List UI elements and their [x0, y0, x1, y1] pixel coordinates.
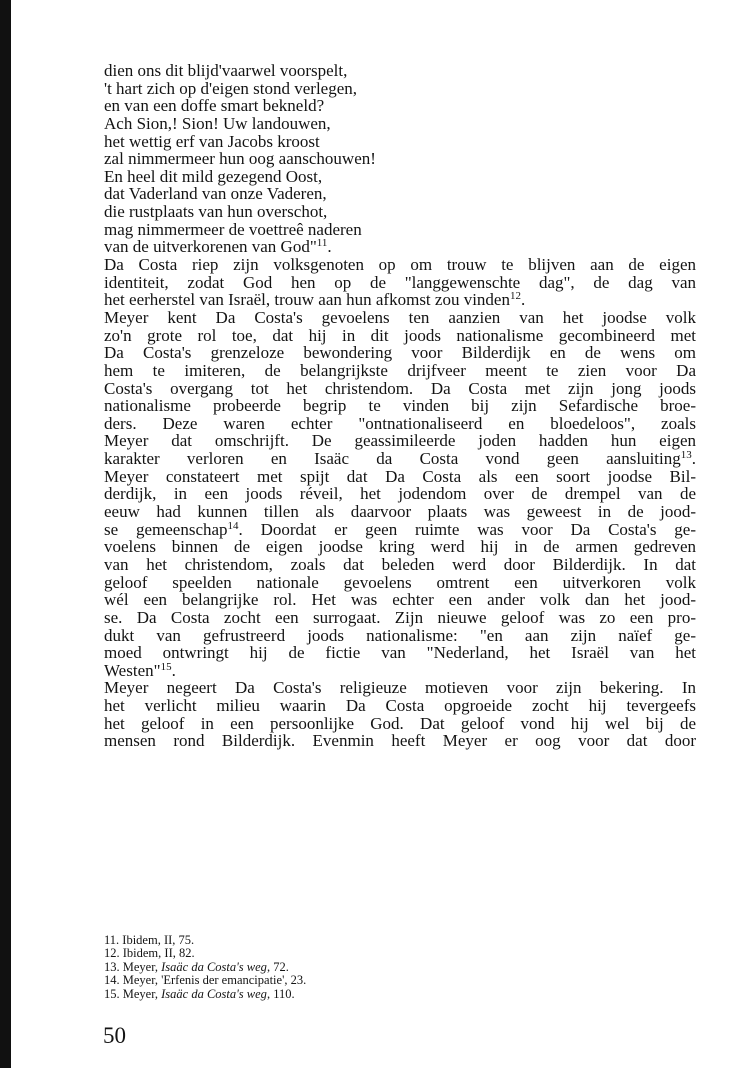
poem-line: 't hart zich op d'eigen stond verlegen,	[104, 78, 358, 98]
paragraph-line: derdijk, in een joods réveil, het jodendom over de drempel van de	[104, 484, 696, 504]
footnote-12: 12. Ibidem, II, 82.	[104, 946, 195, 961]
poem-line: en van een doffe smart bekneld?	[104, 96, 325, 116]
poem-line: het wettig erf van Jacobs kroost	[104, 131, 320, 151]
paragraph-line: ders. Deze waren echter "ontnationaliseerd en bloedeloos", zoals	[104, 413, 696, 433]
footnote-ref-14[interactable]: 14	[227, 519, 239, 532]
paragraph-line: mensen rond Bilderdijk. Evenmin heeft Meyer er oog voor dat door	[104, 731, 696, 751]
poem-line-last: van de uitverkorenen van God"$^{11}$.	[104, 237, 332, 257]
page-number: 50	[103, 1023, 126, 1048]
poem-line: Ach Sion,! Sion! Uw landouwen,	[104, 113, 331, 133]
paragraph-line: moed ontwringt hij de fictie van "Nederland, het Israël van het	[104, 643, 696, 663]
paragraph-line: Da Costa riep zijn volksgenoten op om trouw te blijven aan de eigen	[104, 255, 696, 275]
paragraph-line: se gemeenschap$^{14}$. Doordat er geen ruimte was voor Da Costa's ge-	[104, 519, 696, 539]
paragraph-line: het verlicht milieu waarin Da Costa opgroeide zocht hij tevergeefs	[104, 696, 696, 716]
poem-line: mag nimmermeer de voettreê naderen	[104, 219, 362, 239]
paragraph-line: Da Costa's grenzeloze bewondering voor Bilderdijk en de wens om	[104, 343, 696, 363]
paragraph-line: Meyer dat omschrijft. De geassimileerde joden hadden hun eigen	[104, 431, 696, 451]
paragraph-line: identiteit, zodat God hen op de "langgewenschte dag", de dag van	[104, 272, 696, 292]
scan-edge-bar	[0, 0, 11, 1068]
paragraph-line: wél een belangrijke rol. Het was echter een ander volk dan het jood-	[104, 590, 696, 610]
footnotes	[104, 934, 504, 1001]
paragraph-line: se. Da Costa zocht een surrogaat. Zijn nieuwe geloof was zo een pro-	[104, 607, 696, 627]
poem-line: die rustplaats van hun overschot,	[104, 202, 328, 222]
paragraph-line: Costa's overgang tot het christendom. Da Costa met zijn jong joods	[104, 378, 696, 398]
footnote-ref-15[interactable]: 15	[160, 660, 172, 673]
paragraph-line: van het christendom, zoals dat beleden werd door Bilderdijk. In dat	[104, 554, 696, 574]
paragraph-line: nationalisme probeerde begrip te vinden bij zijn Sefardische broe-	[104, 396, 696, 416]
footnote-title: Isaäc da Costa's weg	[161, 986, 267, 1001]
footnote-ref-12[interactable]: 12	[509, 290, 521, 303]
poem-line: zal nimmermeer hun oog aanschouwen!	[104, 149, 376, 169]
poem-line: dat Vaderland van onze Vaderen,	[104, 184, 327, 204]
poem-line: dien ons dit blijd'vaarwel voorspelt,	[104, 61, 348, 80]
paragraph-line: hem te imiteren, de belangrijkste drijfveer meent te zien voor Da	[104, 360, 696, 380]
footnote-14: 14. Meyer, 'Erfenis der emancipatie', 23.	[104, 973, 307, 988]
paragraph-line: Westen"$^{15}$.	[104, 660, 176, 680]
paragraph-line: voelens binnen de eigen joodse kring werd hij in de armen gedreven	[104, 537, 696, 557]
paragraph-line: Meyer constateert met spijt dat Da Costa als een soort joodse Bil-	[104, 466, 696, 486]
footnote-ref-13[interactable]: 13	[680, 449, 692, 462]
paragraph-line: geloof speelden nationale gevoelens omtrent een uitverkoren volk	[104, 572, 696, 592]
footnote-15: 15. Meyer, Isaäc da Costa's weg, 110.	[104, 986, 295, 1001]
main-text	[104, 62, 696, 750]
paragraph-line: Meyer kent Da Costa's gevoelens ten aanzien van het joodse volk	[104, 307, 696, 327]
footnote-13: 13. Meyer, Isaäc da Costa's weg, 72.	[104, 959, 289, 974]
footnote-ref-11[interactable]: 11	[316, 237, 328, 250]
paragraph-line: Meyer negeert Da Costa's religieuze motieven voor zijn bekering. In	[104, 678, 696, 698]
paragraph-line: dukt van gefrustreerd joods nationalisme: "en aan zijn naïef ge-	[104, 625, 696, 645]
footnote-11: 11. Ibidem, II, 75.	[104, 933, 195, 947]
paragraph-line: zo'n grote rol toe, dat hij in dit joods nationalisme gecombineerd met	[104, 325, 696, 345]
paragraph-line: karakter verloren en Isaäc da Costa vond geen aansluiting$^{13}$.	[104, 449, 696, 469]
paragraph-line: eeuw had kunnen tillen als daarvoor plaats was geweest in de jood-	[104, 502, 696, 522]
paragraph-line: het eerherstel van Israël, trouw aan hun afkomst zou vinden$^{12}$.	[104, 290, 526, 310]
paragraph-line: het geloof in een persoonlijke God. Dat geloof vond hij wel bij de	[104, 713, 696, 733]
poem-line: En heel dit mild gezegend Oost,	[104, 166, 323, 186]
footnote-title: Isaäc da Costa's weg	[161, 959, 267, 974]
